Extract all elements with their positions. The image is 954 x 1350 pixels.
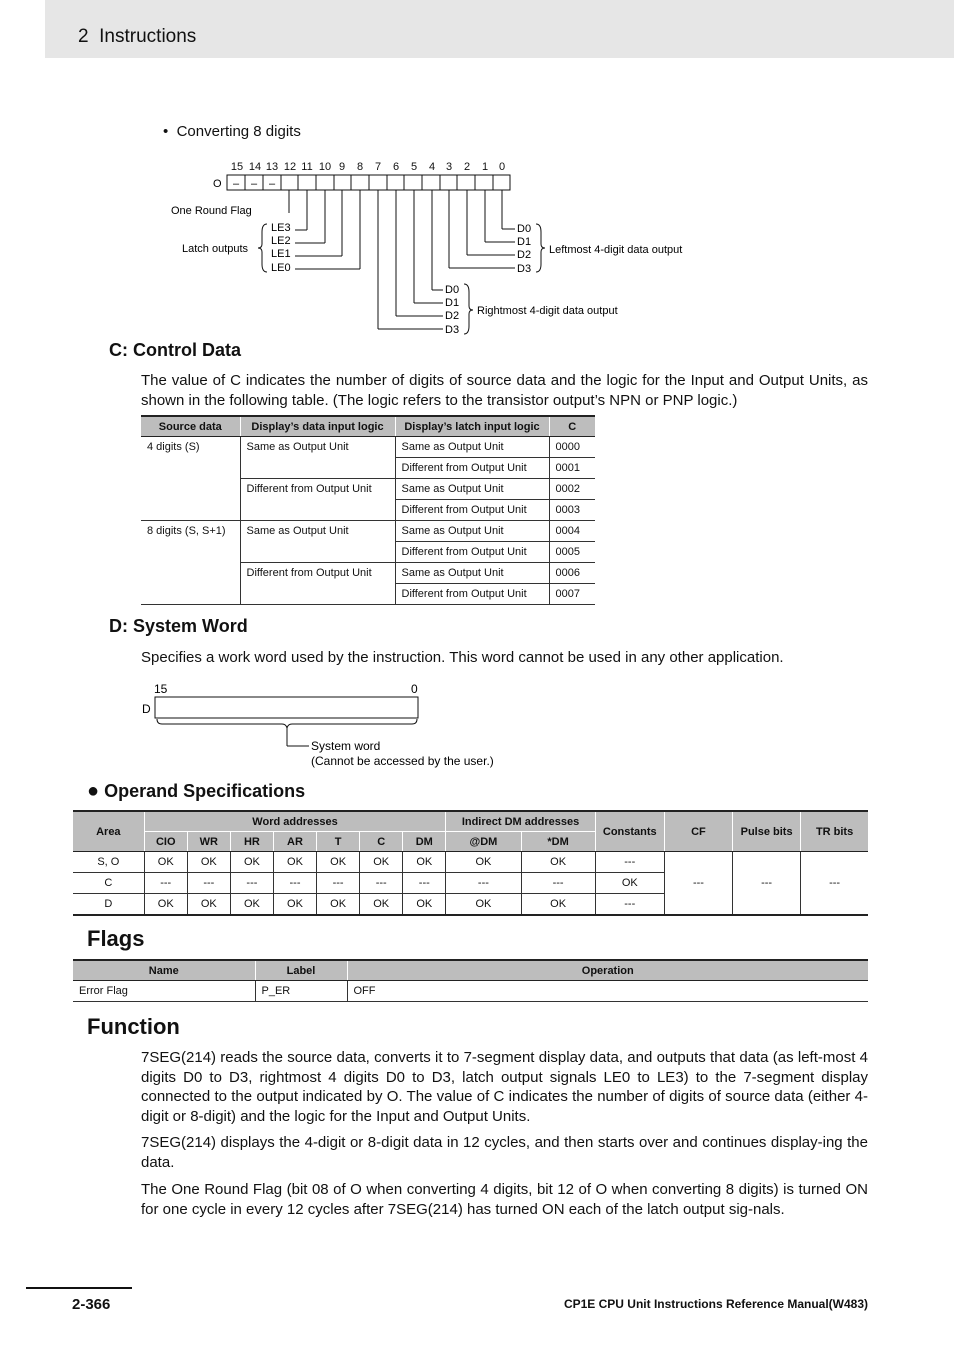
code-cell: 0006 (549, 563, 595, 584)
one-round-flag-label: One Round Flag (171, 205, 252, 217)
header-cell: Source data (141, 416, 240, 437)
table-row (73, 852, 868, 873)
right-data-caption: Rightmost 4-digit data output (477, 305, 618, 317)
bit-hi-label: 15 (154, 682, 168, 696)
bit-label: 12 (283, 161, 297, 173)
flags-table (73, 959, 868, 1002)
subheader-cell: @DM (446, 832, 521, 852)
operand-spec-heading (87, 780, 305, 803)
system-word-caption-note: (Cannot be accessed by the user.) (311, 754, 494, 768)
bit-label: 11 (301, 161, 313, 173)
code-cell: 0000 (549, 437, 595, 458)
subheader-cell: CIO (144, 832, 187, 852)
operand-d-label: D (142, 702, 151, 716)
header-cell: Name (73, 960, 255, 981)
table-header-row (73, 960, 868, 981)
latch-label: LE1 (271, 248, 291, 260)
bit-label: 10 (318, 161, 332, 173)
bit-label: 9 (338, 161, 346, 173)
bit-label: 3 (445, 161, 453, 173)
page-number: 2-366 (72, 1296, 111, 1313)
bit-label: 2 (463, 161, 471, 173)
code-cell: 0001 (549, 458, 595, 479)
latch-label: LE3 (271, 222, 291, 234)
system-word-caption: System word (311, 739, 381, 753)
table-header-row (141, 416, 595, 437)
cell: OK (230, 852, 273, 873)
header-cell: Operation (347, 960, 868, 981)
control-data-heading: C: Control Data (109, 340, 241, 360)
left-data-label: D2 (517, 249, 532, 261)
latch-label: LE0 (271, 262, 291, 274)
latch-labels (271, 222, 291, 274)
data-logic-cell: Different from Output Unit (240, 563, 395, 605)
flag-name-cell: Error Flag (73, 981, 255, 1002)
flag-label-cell: P_ER (255, 981, 347, 1002)
tr-header: TR bits (801, 811, 868, 852)
constants-header: Constants (595, 811, 664, 852)
subheader-cell: DM (403, 832, 446, 852)
system-word-box (155, 697, 418, 718)
area-header: Area (73, 811, 144, 852)
control-data-text: The value of C indicates the number of digits of source data and the logic for the Input and Output Units, as shown in the following table. (The logic refers to the transistor output’s NPN or PNP logic.) (141, 372, 868, 409)
cell: OK (187, 852, 230, 873)
pulse-cell: --- (733, 852, 801, 916)
right-data-label: D1 (445, 297, 460, 309)
cf-cell: --- (664, 852, 732, 916)
operand-spec-table (73, 810, 868, 916)
data-logic-cell: Different from Output Unit (240, 479, 395, 521)
cell: OK (446, 852, 521, 873)
manual-title: CP1E CPU Unit Instructions Reference Manual(W483) (563, 1297, 868, 1311)
bit-dividers (245, 175, 493, 190)
subheader-cell: HR (230, 832, 273, 852)
cell: --- (446, 873, 521, 894)
table-row (141, 521, 595, 542)
cell: OK (273, 852, 316, 873)
source-cell: 8 digits (S, S+1) (141, 521, 240, 605)
bit-label: 0 (498, 161, 506, 173)
bit-label: 8 (356, 161, 364, 173)
constants-cell: --- (595, 894, 664, 916)
left-data-label: D1 (517, 236, 532, 248)
subheader-cell: T (317, 832, 360, 852)
area-cell: D (73, 894, 144, 916)
right-data-label: D2 (445, 310, 460, 322)
bullet-converting-8-digits: • Converting 8 digits (163, 123, 301, 140)
cell: OK (273, 894, 316, 916)
cell: OK (403, 852, 446, 873)
system-word-diagram (0, 675, 954, 775)
dash-mark: – (268, 178, 276, 190)
subheader-cell: *DM (521, 832, 595, 852)
subheader-cell: C (360, 832, 403, 852)
cell: OK (317, 894, 360, 916)
latch-logic-cell: Different from Output Unit (395, 458, 549, 479)
bit-number-row (231, 161, 505, 173)
cell: OK (144, 852, 187, 873)
latch-logic-cell: Same as Output Unit (395, 479, 549, 500)
cell: --- (521, 873, 595, 894)
left-data-caption: Leftmost 4-digit data output (549, 244, 683, 256)
system-word-heading: D: System Word (109, 616, 248, 636)
cell: OK (360, 852, 403, 873)
function-paragraph-3: The One Round Flag (bit 08 of O when converting 4 digits, bit 12 of O when converting 8 digits) is turned ON for one cycle in every 12 cycles after 7SEG(214) has turned ON each of the latch output sig-nals. (141, 1181, 868, 1218)
latch-outputs-label: Latch outputs (182, 243, 249, 255)
bit-diagram (0, 0, 954, 345)
cell: OK (521, 852, 595, 873)
footer-rule (26, 1287, 132, 1289)
right-data-label: D0 (445, 284, 460, 296)
function-heading: Function (87, 1014, 180, 1039)
operand-spec-title: Operand Specifications (104, 781, 306, 801)
latch-label: LE2 (271, 235, 291, 247)
cell: OK (446, 894, 521, 916)
flags-heading: Flags (87, 926, 145, 951)
word-addresses-header: Word addresses (144, 811, 446, 832)
bit-lo-label: 0 (411, 682, 418, 696)
constants-cell: --- (595, 852, 664, 873)
dash-mark: – (250, 178, 258, 190)
unused-bit-dashes (233, 178, 276, 190)
right-data-label: D3 (445, 324, 460, 336)
cell: OK (360, 894, 403, 916)
cell: --- (230, 873, 273, 894)
latch-logic-cell: Same as Output Unit (395, 521, 549, 542)
bit-label: 6 (392, 161, 400, 173)
bit-label: 5 (410, 161, 418, 173)
code-cell: 0007 (549, 584, 595, 605)
code-cell: 0002 (549, 479, 595, 500)
latch-logic-cell: Same as Output Unit (395, 563, 549, 584)
chapter-title: Instructions (99, 26, 197, 47)
subheader-cell: AR (273, 832, 316, 852)
source-cell: 4 digits (S) (141, 437, 240, 521)
left-data-label: D3 (517, 263, 532, 275)
cell: OK (403, 894, 446, 916)
cell: OK (187, 894, 230, 916)
table-row (141, 437, 595, 458)
table-row (73, 981, 868, 1002)
latch-brace (258, 224, 267, 272)
left-data-brace (536, 224, 545, 272)
pulse-header: Pulse bits (733, 811, 801, 852)
cell: --- (403, 873, 446, 894)
bullet-dot-icon: ● (87, 780, 100, 802)
function-paragraph-2: 7SEG(214) displays the 4-digit or 8-digit data in 12 cycles, and then starts over and continues display-ing the data. (141, 1134, 868, 1171)
area-cell: C (73, 873, 144, 894)
right-data-labels (445, 284, 459, 336)
latch-logic-cell: Different from Output Unit (395, 584, 549, 605)
header-cell: Display’s latch input logic (395, 416, 549, 437)
bit-label: 1 (481, 161, 489, 173)
bit-label: 4 (428, 161, 436, 173)
tr-cell: --- (801, 852, 868, 916)
cell: --- (187, 873, 230, 894)
data-logic-cell: Same as Output Unit (240, 521, 395, 563)
flag-operation-cell: OFF (347, 981, 868, 1002)
cell: OK (521, 894, 595, 916)
dash-mark: – (232, 178, 240, 190)
constants-cell: OK (595, 873, 664, 894)
system-word-text: Specifies a work word used by the instruction. This word cannot be used in any other application. (141, 649, 784, 666)
header-cell: Display’s data input logic (240, 416, 395, 437)
code-cell: 0003 (549, 500, 595, 521)
subheader-cell: WR (187, 832, 230, 852)
bullet-text: Converting 8 digits (176, 123, 301, 140)
header-cell: C (549, 416, 595, 437)
header-cell: Label (255, 960, 347, 981)
right-data-brace (464, 284, 473, 334)
bit-label: 7 (374, 161, 382, 173)
code-cell: 0004 (549, 521, 595, 542)
table-header-row (73, 811, 868, 832)
cf-header: CF (664, 811, 732, 852)
operand-o-label: O (213, 178, 222, 190)
indirect-header: Indirect DM addresses (446, 811, 595, 832)
control-data-table (141, 415, 595, 605)
left-data-label: D0 (517, 223, 532, 235)
function-paragraph-1: 7SEG(214) reads the source data, converts it to 7-segment display data, and outputs that data (as left-most 4 digits D0 to D3, rightmost 4 digits D0 to D3, latch output signals LE0 to LE3) to the 7-segment display connected to the output indicated by O. The value of C indicates the number of digits of source data (either 4-digit or 8-digit) and the logic for the Input and Output Units. (141, 1049, 868, 1125)
latch-logic-cell: Different from Output Unit (395, 542, 549, 563)
cell: --- (360, 873, 403, 894)
data-logic-cell: Same as Output Unit (240, 437, 395, 479)
cell: --- (144, 873, 187, 894)
cell: OK (317, 852, 360, 873)
system-word-brace (157, 719, 417, 728)
latch-logic-cell: Different from Output Unit (395, 500, 549, 521)
bit-label: 14 (248, 161, 262, 173)
cell: --- (317, 873, 360, 894)
latch-logic-cell: Same as Output Unit (395, 437, 549, 458)
left-data-labels (517, 223, 531, 275)
code-cell: 0005 (549, 542, 595, 563)
area-cell: S, O (73, 852, 144, 873)
cell: OK (144, 894, 187, 916)
bit-label: 15 (230, 161, 244, 173)
cell: --- (273, 873, 316, 894)
bit-label: 13 (265, 161, 279, 173)
chapter-number: 2 (78, 26, 89, 47)
cell: OK (230, 894, 273, 916)
